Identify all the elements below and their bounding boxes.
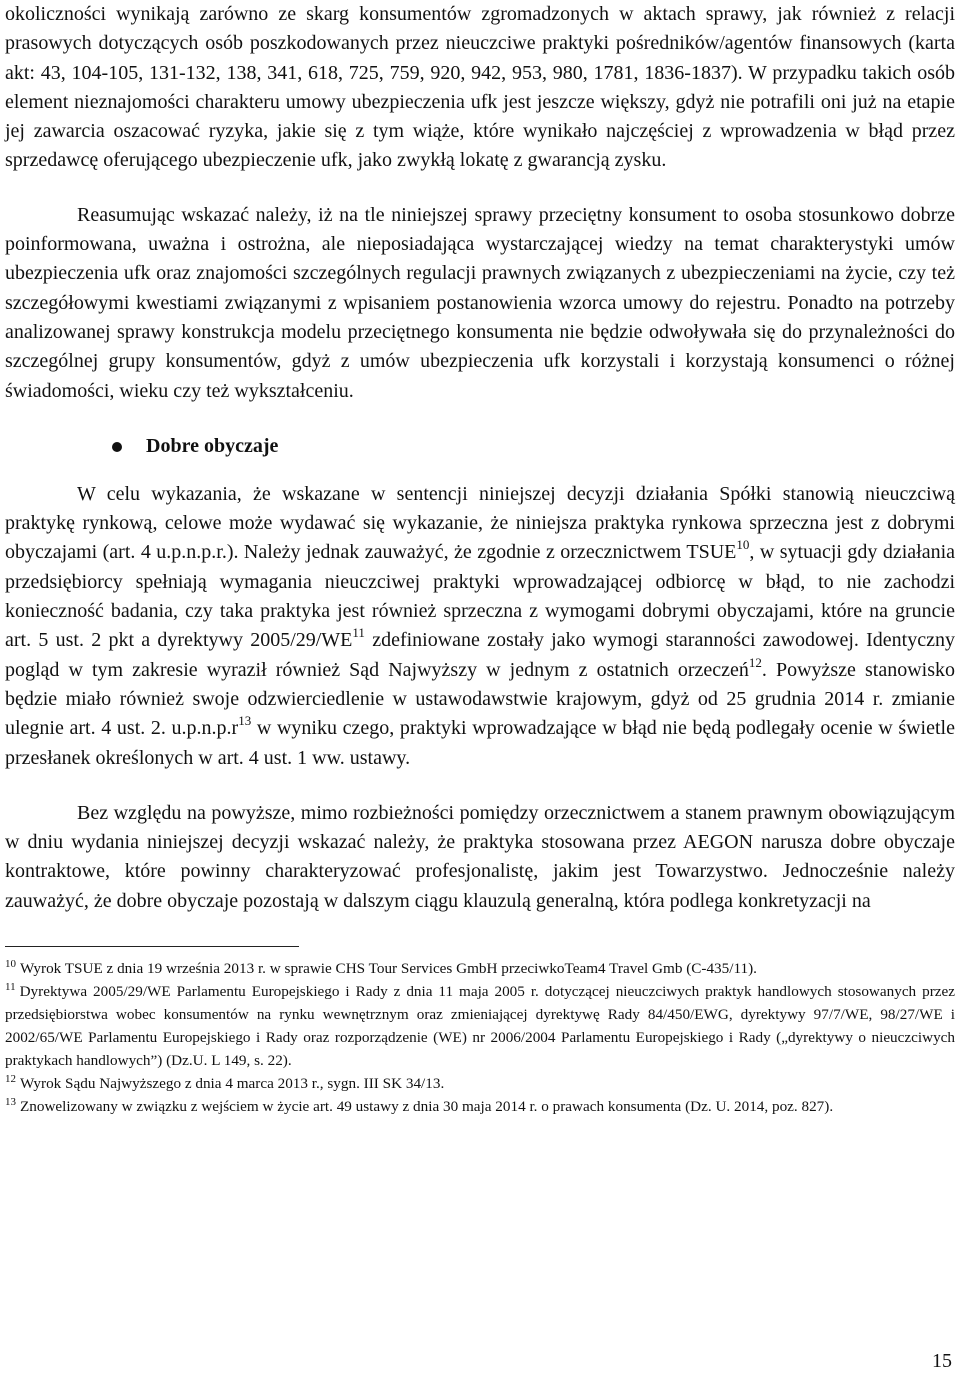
paragraph-text: okoliczności wynikają zarówno ze skarg konsumentów zgromadzonych w aktach sprawy, jak również z relacji prasowych dotyczących osób poszkodowanych przez nieuczciwe praktyki pośredników/agentów finansowych (karta akt: 43, 104-105, 131-132, 138, 341, 618, 725, 759, 920, 942, 953, 980, 1781, 1836-1837). W przypadku takich osób element nieznajomości charakteru umowy ubezpieczenia ufk jest jeszcze większy, gdyż nie potrafili oni już na etapie jej zawarcia oszacować ryzyka, jakie się z tym wiąże, które wynikało najczęściej z wprowadzenia w błąd przez sprzedawcę oferującego ubezpieczenie ufk, jako zwykłą lokatę z gwarancją zysku. — [5, 3, 955, 172]
bullet-icon — [112, 442, 122, 452]
paragraph-text: . Powyższe stanowisko będzie miało również swoje odzwierciedlenie w ustawodawstwie krajowym, gdyż od 25 grudnia 2014 r. zmianie ulegnie art. 4 ust. 2. u.p.n.p.r — [5, 658, 955, 740]
paragraph-text: W celu wykazania, że wskazane w sentencji niniejszej decyzji działania Spółki stanowią nieuczciwą praktykę rynkową, celowe może wydawać się wykazanie, że niniejsza praktyka rynkowa sprzeczna jest z dobrymi obyczajami (art. 4 u.p.n.p.r.). Należy jednak zauważyć, że zgodnie z orzecznictwem TSUE — [5, 482, 955, 564]
footnote-ref-12[interactable]: 12 — [748, 654, 762, 670]
page-number: 15 — [932, 1350, 952, 1372]
footnote-ref-11[interactable]: 11 — [352, 625, 365, 641]
paragraph-regardless — [5, 799, 955, 916]
footnote-12 — [5, 1072, 955, 1095]
paragraph-text: w wyniku czego, praktyki wprowadzające w błąd nie będą podlegały ocenie w świetle przesłanek określonych w art. 4 ust. 1 ww. ustawy. — [5, 717, 955, 769]
footnote-separator — [5, 946, 299, 947]
footnote-text: Znowelizowany w związku z wejściem w życie art. 49 ustawy z dnia 30 maja 2014 r. o prawach konsumenta (Dz. U. 2014, poz. 827). — [20, 1098, 834, 1116]
footnote-number: 11 — [5, 981, 16, 994]
paragraph-good-practices — [5, 480, 955, 773]
paragraph-text: Reasumując wskazać należy, iż na tle niniejszej sprawy przeciętny konsument to osoba stosunkowo dobrze poinformowana, uważna i ostrożna, ale nieposiadająca wystarczającej wiedzy na temat charakterystyki umów ubezpieczenia ufk oraz znajomości szczególnych regulacji prawnych związanych z ubezpieczeniami na życie, czy też szczegółowymi kwestiami związanymi z wpisaniem postanowienia wzorca umowy do rejestru. Ponadto na potrzeby analizowanej sprawy konstrukcja modelu przeciętnego konsumenta nie będzie odwoływała się do przynależności do szczególnej grupy konsumentów, gdyż z umów ubezpieczenia ufk korzystali i korzystają konsumenci o różnej świadomości, wieku czy też wykształceniu. — [5, 203, 955, 402]
footnote-text: Dyrektywa 2005/29/WE Parlamentu Europejskiego i Rady z dnia 11 maja 2005 r. dotyczącej nieuczciwych praktyk handlowych stosowanych przez przedsiębiorstwa wobec konsumentów na rynku wewnętrznym oraz zmieniającej dyrektywę Rady 84/450/EWG, dyrektywy 97/7/WE, 98/27/WE i 2002/65/WE Parlamentu Europejskiego i Rady oraz rozporządzenie (WE) nr 2006/2004 Parlamentu Europejskiego i Rady („dyrektywy o nieuczciwych praktykach handlowych”) (Dz.U. L 149, s. 22). — [5, 983, 955, 1070]
paragraph-continuation — [5, 0, 955, 176]
footnote-number: 10 — [5, 958, 16, 971]
footnote-13 — [5, 1095, 955, 1118]
footnote-number: 12 — [5, 1073, 16, 1086]
footnote-text: Wyrok TSUE z dnia 19 września 2013 r. w sprawie CHS Tour Services GmbH przeciwkoTeam4 Travel Gmb (C-435/11). — [20, 960, 757, 978]
heading-text: Dobre obyczaje — [146, 435, 279, 458]
paragraph-text: zdefiniowane zostały jako wymogi staranności zawodowej. Identyczny pogląd w tym zakresie wyraził również Sąd Najwyższy w jednym z ostatnich orzeczeń — [5, 629, 955, 681]
paragraph-text: , w sytuacji gdy działania przedsiębiorcy spełniają wymagania nieuczciwej praktyki wprowadzającej odbiorcę w błąd, to nie zachodzi konieczność badania, czy taka praktyka jest również sprzeczna z wymogami dobrymi obyczajami, które na gruncie art. 5 ust. 2 pkt a dyrektywy 2005/29/WE — [5, 541, 956, 652]
footnote-ref-13[interactable]: 13 — [238, 713, 252, 729]
footnote-ref-10[interactable]: 10 — [736, 537, 750, 553]
section-heading — [5, 430, 955, 464]
document-page — [5, 0, 955, 1118]
footnote-10 — [5, 957, 955, 980]
footnotes — [5, 957, 955, 1118]
paragraph-text: Bez względu na powyższe, mimo rozbieżności pomiędzy orzecznictwem a stanem prawnym obowiązującym w dniu wydania niniejszej decyzji wskazać należy, że praktyka stosowana przez AEGON narusza dobre obyczaje kontraktowe, które powinny charakteryzować profesjonalistę, jakim jest Towarzystwo. Jednocześnie należy zauważyć, że dobre obyczaje pozostają w dalszym ciągu klauzulą generalną, która podlega konkretyzacji na — [5, 801, 955, 912]
paragraph-summary — [5, 201, 955, 406]
footnote-text: Wyrok Sądu Najwyższego z dnia 4 marca 2013 r., sygn. III SK 34/13. — [20, 1075, 445, 1093]
footnote-11 — [5, 980, 955, 1072]
footnote-number: 13 — [5, 1096, 16, 1109]
